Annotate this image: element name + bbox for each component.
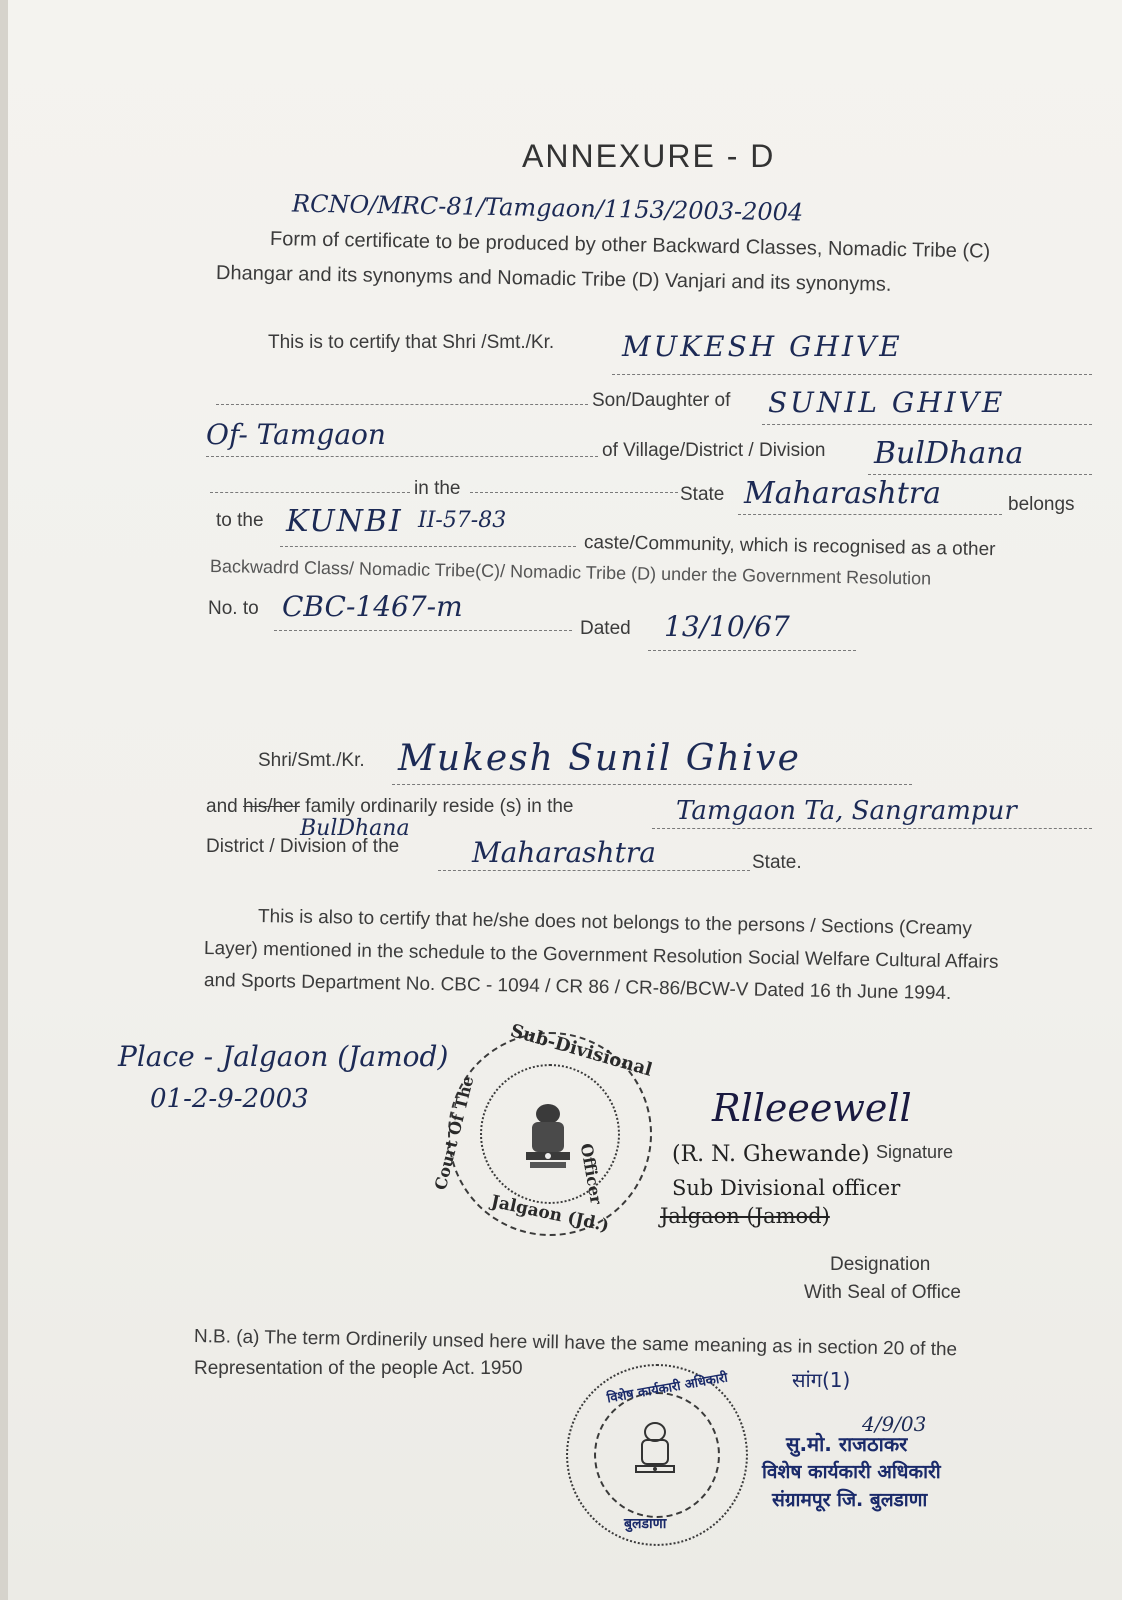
note-line1: N.B. (a) The term Ordinerily unsed here will have the same meaning as in section 20 of the [193,1326,958,1361]
caste-serial: II-57-83 [418,508,507,533]
caste-name: KUNBI [286,504,403,539]
blank-line [216,404,588,405]
division-underline [868,474,1092,475]
father-name: SUNIL GHIVE [768,386,1006,419]
form-description-line1: Form of certificate to be produced by other Backward Classes, Nomadic Tribe (C) [269,228,991,263]
note-line2: Representation of the people Act. 1950 [194,1358,523,1379]
belongs-label: belongs [1008,494,1075,515]
blank-line-2 [210,492,410,493]
seal-left-text: Court Of The [430,1074,478,1192]
division-name: BulDhana [874,436,1024,471]
form-description-line2: Dhangar and its synonyms and Nomadic Tribe (D) Vanjari and its synonyms. [215,262,892,296]
officer-signature: Rlleeewell [712,1086,912,1130]
gr-no-label: No. to [208,598,259,619]
officer-name: (R. N. Ghewande) [672,1142,870,1167]
residence-state: Maharashtra [472,836,656,869]
father-underline [762,424,1092,425]
district-handwritten: BulDhana [300,816,410,841]
shri-label: Shri/Smt./Kr. [258,750,365,771]
executive-title: विशेष कार्यकारी अधिकारी [762,1461,941,1483]
seal-right-text: Officer [576,1141,607,1206]
state-underline [738,514,1002,515]
caste-underline [280,546,576,547]
reference-number: RCNO/MRC-81/Tamgaon/1153/2003-2004 [291,189,804,227]
certify-label-text: This is to certify that Shri /Smt./Kr. [268,332,555,353]
seal-top-text: Sub-Divisional [507,1020,655,1081]
state-suffix: State. [752,852,802,873]
blank-line-3 [470,492,678,493]
office-struck-text: Jalgaon (Jamod) [660,1204,830,1228]
to-the-label: to the [216,510,264,531]
officer-office [660,1204,830,1228]
seal-of-office-label: With Seal of Office [804,1282,961,1303]
executive-date: 4/9/03 [862,1412,927,1436]
son-daughter-label: Son/Daughter of [592,390,731,411]
dated-label: Dated [580,618,631,639]
seal-bottom-text: Jalgaon (Jd.) [489,1191,611,1237]
date-handwritten: 01-2-9-2003 [150,1084,309,1114]
gr-underline [274,630,572,631]
full-name: Mukesh Sunil Ghive [398,738,801,779]
creamy-line3: and Sports Department No. CBC - 1094 / CR 86 / CR-86/BCW-V Dated 16 th June 1994. [203,970,952,1005]
place-handwritten: Place - Jalgaon (Jamod) [118,1040,449,1073]
officer-designation: Sub Divisional officer [672,1176,901,1200]
caste-community-label: caste/Community, which is recognised as a other [583,532,996,561]
place-underline [206,456,598,457]
gr-date: 13/10/67 [664,610,790,643]
place-of-origin: Of- Tamgaon [206,418,386,451]
executive-seal-bottom-text: बुलडाणा [624,1516,667,1532]
executive-seal-top-text: विशेष कार्यकारी अधिकारी [605,1370,729,1407]
ashoka-emblem-icon [516,1100,580,1176]
in-the-label: in the [414,478,461,499]
state-name: Maharashtra [744,476,942,511]
certify-label [268,332,554,354]
full-name-underline [392,784,912,785]
creamy-line2: Layer) mentioned in the schedule to the Government Resolution Social Welfare Cultural Affairs [203,938,999,973]
reside-text: family ordinarily reside (s) in the [305,796,574,817]
page-edge [0,0,8,1600]
district-label: District / Division of the [206,836,400,857]
and-label [206,796,574,818]
backward-class-line [210,556,932,590]
and-text: and [206,796,238,817]
designation-label: Designation [830,1254,931,1275]
candidate-name: MUKESH GHIVE [622,330,903,363]
executive-place: संग्रामपूर जि. बुलडाणा [772,1489,928,1511]
page-title: ANNEXURE - D [522,138,776,174]
executive-initial: सांग(1) [792,1368,851,1392]
residence-state-underline [438,870,750,871]
executive-name: सु.मो. राजठाकर [786,1432,908,1456]
creamy-line1: This is also to certify that he/she does not belongs to the persons / Sections (Creamy [257,906,973,940]
name-underline [612,374,1092,375]
residence-underline [652,828,1092,829]
state-label: State [680,484,725,505]
backward-class-text: Backwadrd Class/ Nomadic Tribe(C)/ Nomadic Tribe (D) under the Government Resolution [209,556,932,589]
gr-number: CBC-1467-m [282,590,463,623]
signature-label: Signature [876,1142,954,1162]
his-her-text: his/her [242,796,301,817]
village-district-label: of Village/District / Division [602,440,826,461]
date-underline [648,650,856,651]
state-emblem-icon [628,1420,682,1484]
residence-place: Tamgaon Ta, Sangrampur [676,796,1017,826]
